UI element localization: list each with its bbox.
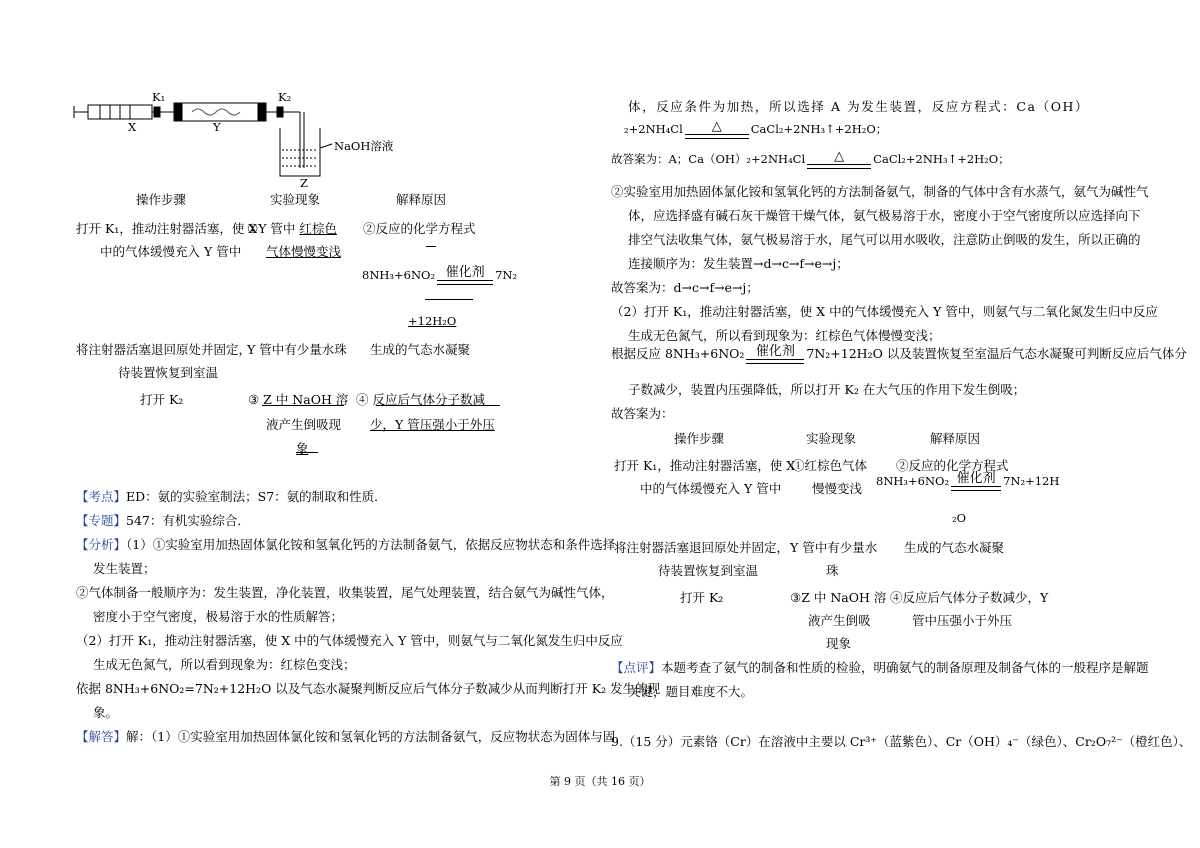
r13: 故答案为： xyxy=(611,406,674,421)
r6: 排空气法收集气体，氨气极易溶于水，尾气可以用水吸收，注意防止倒吸的发生，所以正确的 xyxy=(628,232,1141,247)
fenxi-3b: 生成无色氮气，所以看到现象为：红棕色变浅； xyxy=(93,657,356,672)
r4: ②实验室用加热固体氯化铵和氢氧化钙的方法制备氨气，制备的气体中含有水蒸气，氨气为碱性气 xyxy=(611,184,1149,199)
rrow2-reason: 生成的气态水凝聚 xyxy=(904,540,1005,555)
row2-op-b: 待装置恢复到室温 xyxy=(118,365,219,380)
th-phenomenon: 实验现象 xyxy=(270,192,321,207)
row3-ph-c: 象 xyxy=(296,441,309,456)
label-x: X xyxy=(128,120,137,134)
rth-op: 操作步骤 xyxy=(674,431,725,446)
zhuanti: 【专题】547：有机实验综合． xyxy=(76,513,250,528)
row3-reason-a-line xyxy=(376,405,500,406)
row1-reason-blank xyxy=(426,246,436,247)
row3-op: 打开 K₂ xyxy=(140,392,184,407)
row3-reason-a: ④ 反应后气体分子数减 xyxy=(356,392,485,407)
rrow2-op-a: 将注射器活塞退回原处并固定， xyxy=(614,540,790,555)
row1-eq-underline xyxy=(425,299,473,300)
row3-ph-b: 液产生倒吸现 xyxy=(266,417,342,432)
dianping-a: 【点评】本题考查了氨气的制备和性质的检验，明确氨气的制备原理及制备气体的一般程序是解题 xyxy=(611,660,1149,675)
r8: 故答案为：d→c→f→e→j； xyxy=(611,280,759,295)
rrow1-ph-b: 慢慢变浅 xyxy=(812,481,863,496)
fenxi-4b: 象。 xyxy=(93,705,119,720)
fenxi-3a: （2）打开 K₁，推动注射器活塞，使 X 中的气体缓慢充入 Y 管中，则氨气与二氧化氮发生归中反应 xyxy=(76,633,623,648)
row1-ph-a: ①Y 管中 红棕色 xyxy=(247,221,337,236)
jieda: 【解答】解：（1）①实验室用加热固体氯化铵和氢氧化钙的方法制备氨气，反应物状态为固体与固 xyxy=(76,729,616,744)
label-z: Z xyxy=(300,176,308,190)
row2-reason: 生成的气态水凝聚 xyxy=(370,342,471,357)
rrow2-op-b: 待装置恢复到室温 xyxy=(658,563,759,578)
fenxi-2a: ②气体制备一般顺序为：发生装置，净化装置，收集装置，尾气处理装置，结合氨气为碱性气体， xyxy=(76,585,614,600)
r12: 子数减少，装置内压强降低，所以打开 K₂ 在大气压的作用下发生倒吸； xyxy=(628,382,1026,397)
row1-op-b: 中的气体缓慢充入 Y 管中 xyxy=(100,244,242,259)
page-footer: 第 9 页（共 16 页） xyxy=(549,775,651,788)
rrow3-op: 打开 K₂ xyxy=(680,590,724,605)
r1: 体，反应条件为加热，所以选择 A 为发生装置，反应方程式：Ca（OH） xyxy=(628,99,1090,114)
rrow1-eq-tail: ₂O xyxy=(952,511,967,525)
row1-op-a: 打开 K₁，推动注射器活塞，使 X xyxy=(76,221,258,236)
r2: ₂+2NH₄Cl △ CaCl₂+2NH₃↑+2H₂O； xyxy=(624,120,887,139)
fenxi-1a: 【分析】（1）①实验室用加热固体氯化铵和氢氧化钙的方法制备氨气，依据反应物状态和条件选择 xyxy=(76,537,616,552)
fenxi-1b: 发生装置； xyxy=(93,561,156,576)
fenxi-2b: 密度小于空气密度，极易溶于水的性质解答； xyxy=(93,609,344,624)
rrow3-reason-a: ④反应后气体分子数减少，Y xyxy=(890,590,1049,605)
rrow3-ph-b: 液产生倒吸 xyxy=(808,613,871,628)
row1-equation: 8NH₃+6NO₂ 催化剂 7N₂ xyxy=(362,266,517,285)
rrow3-ph-c: 现象 xyxy=(826,636,852,651)
row3-ph-a-line xyxy=(262,405,344,406)
row3-reason-b: 少，Y 管压强小于外压 xyxy=(370,417,495,432)
row1-ph-b: 气体慢慢变浅 xyxy=(266,244,342,259)
r7: 连接顺序为：发生装置→d→c→f→e→j； xyxy=(628,256,849,271)
rrow1-op-a: 打开 K₁，推动注射器活塞，使 X xyxy=(614,458,796,473)
dianping-b: 关键，题目难度不大。 xyxy=(628,684,754,699)
r9: （2）打开 K₁，推动注射器活塞，使 X 中的气体缓慢充入 Y 管中，则氨气与二氧化氮发生归中反应 xyxy=(611,304,1158,319)
rth-phenomenon: 实验现象 xyxy=(806,431,857,446)
rrow3-reason-b: 管中压强小于外压 xyxy=(912,613,1013,628)
rrow1-op-b: 中的气体缓慢充入 Y 管中 xyxy=(640,481,782,496)
row1-reason: ②反应的化学方程式 xyxy=(363,221,476,236)
row3-ph-c-line xyxy=(296,452,318,453)
r5: 体，应选择盛有碱石灰干燥管干燥气体，氨气极易溶于水，密度小于空气密度所以应选择向下 xyxy=(628,208,1141,223)
th-op: 操作步骤 xyxy=(136,192,187,207)
row3-ph-a: ③ Z 中 NaOH 溶 xyxy=(248,392,349,407)
label-k2: K₂ xyxy=(278,90,292,104)
r11: 根据反应 8NH₃+6NO₂ 催化剂 7N₂+12H₂O 以及装置恢复至室温后气态水凝聚可判断反应后气体分 xyxy=(611,344,1187,364)
rrow2-ph-a: Y 管中有少量水 xyxy=(790,540,878,555)
rrow1-reason: ②反应的化学方程式 xyxy=(896,458,1009,473)
question-9: 9.（15 分）元素铬（Cr）在溶液中主要以 Cr³⁺（蓝紫色）、Cr（OH）₄⁻（绿色）、Cr₂O₇²⁻（橙红色）、 xyxy=(611,734,1192,749)
row1-eq-tail: +12H₂O xyxy=(408,314,457,328)
r10: 生成无色氮气，所以看到现象为：红棕色气体慢慢变浅； xyxy=(628,328,941,343)
label-y: Y xyxy=(213,120,221,134)
r3: 故答案为：A；Ca（OH）₂+2NH₄Cl △ CaCl₂+2NH₃↑+2H₂O； xyxy=(611,150,1010,169)
rth-reason: 解释原因 xyxy=(930,431,981,446)
rrow1-equation: 8NH₃+6NO₂ 催化剂 7N₂+12H xyxy=(876,472,1059,491)
rrow3-ph-a: ③Z 中 NaOH 溶 xyxy=(790,590,887,605)
fenxi-4a: 依据 8NH₃+6NO₂=7N₂+12H₂O 以及气态水凝聚判断反应后气体分子数减少从而判断打开 K₂ 发生的现 xyxy=(76,681,661,696)
kaodian: 【考点】ED：氨的实验室制法；S7：氨的制取和性质． xyxy=(76,489,387,504)
row2-ph: Y 管中有少量水珠 xyxy=(247,342,347,357)
rrow1-ph-a: ①红棕色气体 xyxy=(792,458,868,473)
label-k1: K₁ xyxy=(152,90,166,104)
th-reason: 解释原因 xyxy=(396,192,447,207)
label-naoh: NaOH溶液 xyxy=(334,139,394,153)
row2-op-a: 将注射器活塞退回原处并固定， xyxy=(76,342,252,357)
rrow2-ph-b: 珠 xyxy=(826,563,839,578)
